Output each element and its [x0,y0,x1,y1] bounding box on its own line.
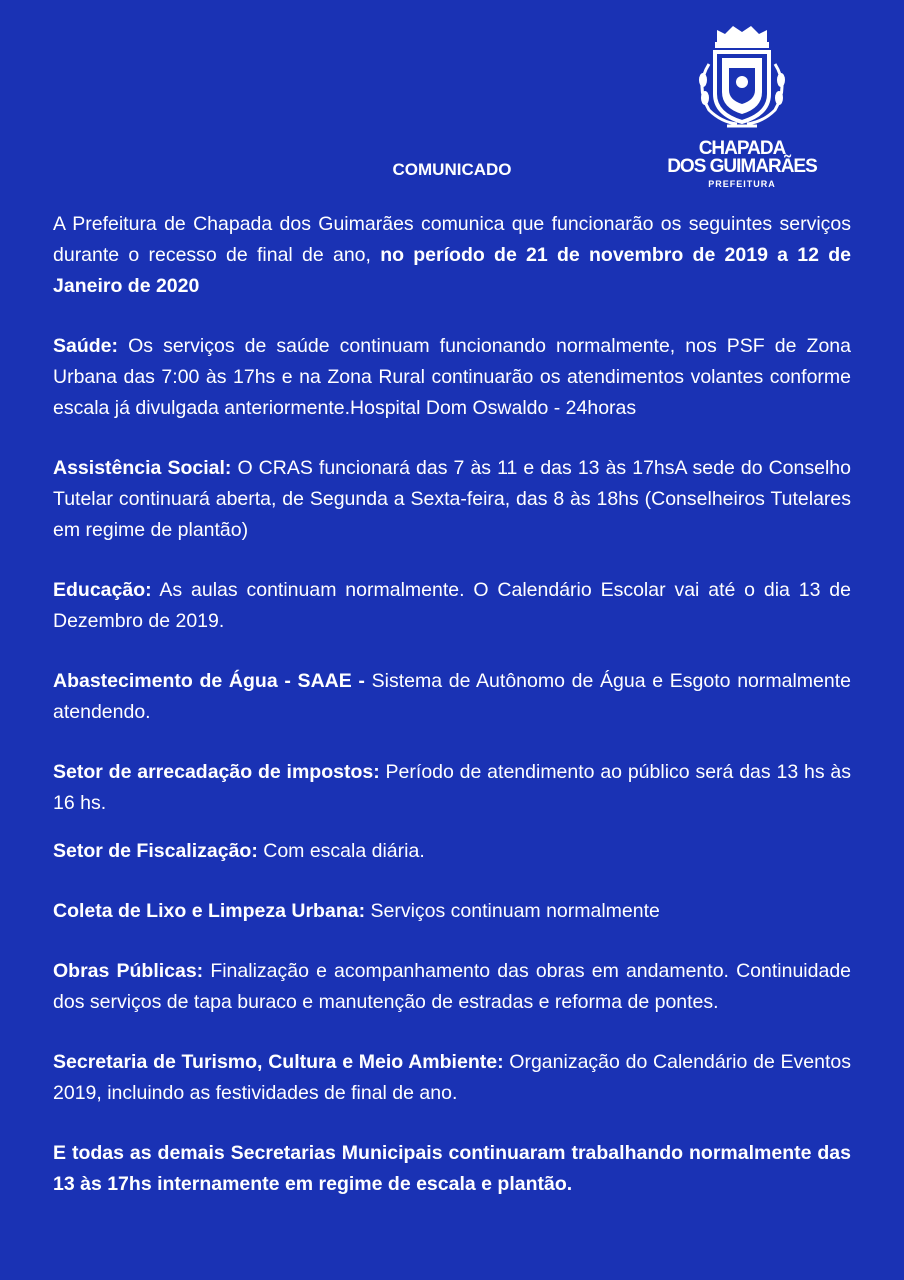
intro-text: A Prefeitura de Chapada dos Guimarães comunica que funcionarão os seguintes serviços durante o recesso de final de ano, [53,213,851,266]
section-obras-publicas [53,956,851,1018]
section-label: Setor de arrecadação de impostos: [53,761,380,783]
logo-city-line2: DOS GUIMARÃES [667,156,817,177]
intro-period: no período de 21 de novembro de 2019 a 12 de Janeiro de 2020 [53,244,851,297]
section-saude [53,331,851,424]
section-label: Abastecimento de Água - SAAE - [53,670,365,692]
closing-text: E todas as demais Secretarias Municipais continuaram trabalhando normalmente das 13 às 17hs internamente em regime de escala e plantão. [53,1142,851,1195]
section-fiscalizacao [53,836,851,867]
section-text: Finalização e acompanhamento das obras em andamento. Continuidade dos serviços de tapa buraco e manutenção de estradas e reforma de pontes. [53,960,852,1013]
logo-city-line1: CHAPADA [698,138,786,159]
section-label: Secretaria de Turismo, Cultura e Meio Ambiente: [53,1051,504,1073]
section-text: As aulas continuam normalmente. O Calendário Escolar vai até o dia 13 de Dezembro de 2019. [53,579,851,632]
logo-subtitle: PREFEITURA [708,179,776,189]
section-coleta-lixo [53,896,851,927]
section-text: Sistema de Autônomo de Água e Esgoto normalmente atendendo. [53,670,851,723]
section-assistencia-social [53,453,851,546]
section-label: Setor de Fiscalização: [53,840,258,862]
intro-paragraph [53,209,851,302]
section-text: Os serviços de saúde continuam funcionando normalmente, nos PSF de Zona Urbana das 7:00 às 17hs e na Zona Rural continuarão os atendimentos volantes conforme escala já divulgada anteriormente.Hospital Dom Oswaldo - 24horas [53,335,851,419]
closing-paragraph [53,1138,851,1200]
page-title: COMUNICADO [392,160,512,179]
section-text: Com escala diária. [257,840,425,862]
section-text: Organização do Calendário de Eventos 2019, incluindo as festividades de final de ano. [53,1051,851,1104]
section-text: O CRAS funcionará das 7 às 11 e das 13 às 17hsA sede do Conselho Tutelar continuará aberta, de Segunda a Sexta-feira, das 8 às 18hs (Conselheiros Tutelares em regime de plantão) [53,457,851,541]
section-label: Educação: [53,579,152,601]
section-educacao [53,575,851,637]
section-turismo-cultura [53,1047,851,1109]
section-arrecadacao [53,757,851,819]
section-text: Serviços continuam normalmente [365,900,660,922]
section-label: Obras Públicas: [53,960,204,982]
section-label: Assistência Social: [53,457,232,479]
section-text: Período de atendimento ao público será das 13 hs às 16 hs. [53,761,851,814]
section-label: Saúde: [53,335,119,357]
section-label: Coleta de Lixo e Limpeza Urbana: [53,900,366,922]
notice-body [53,209,851,1200]
coat-of-arms-icon [687,24,797,136]
section-abastecimento-agua [53,666,851,728]
